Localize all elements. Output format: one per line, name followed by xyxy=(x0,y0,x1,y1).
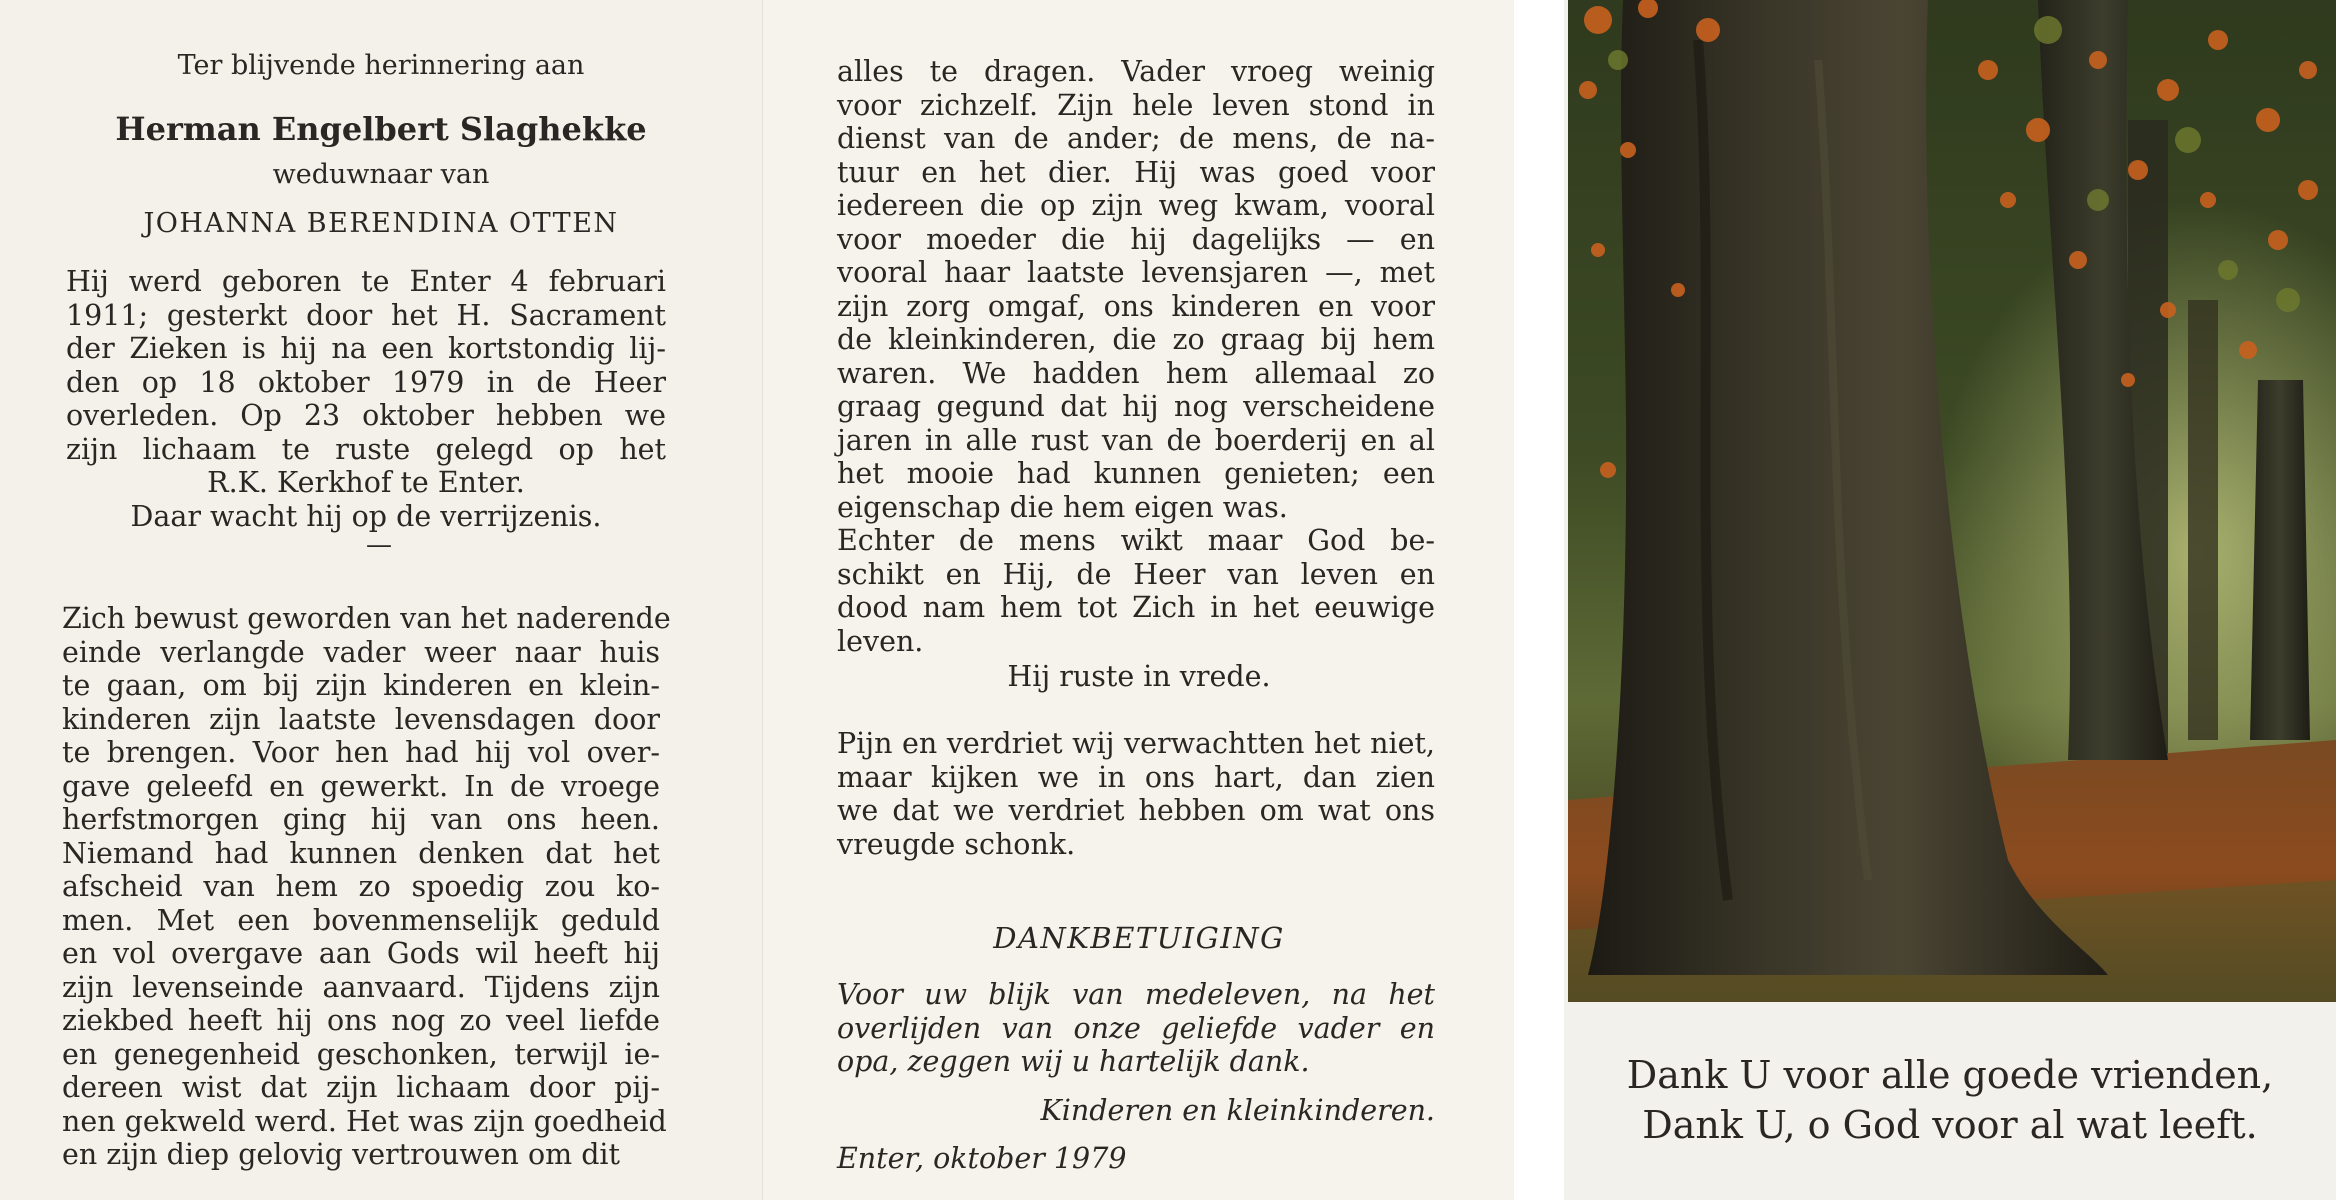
autumn-trees-photo xyxy=(1568,0,2336,1002)
bio-line: zijn lichaam te ruste gelegd op het xyxy=(66,432,666,466)
middle-body-line: waren. We hadden hem allemaal zo xyxy=(837,356,1435,390)
bio-line: der Zieken is hij na een kortstondig lij- xyxy=(66,332,666,365)
left-body-line: Niemand had kunnen denken dat het xyxy=(62,836,660,870)
deceased-name: Herman Engelbert Slaghekke xyxy=(115,110,647,148)
middle-body-line: jaren in alle rust van de boerderij en al xyxy=(837,423,1435,457)
thanks-heading: DANKBETUIGING xyxy=(993,921,1285,955)
middle-body-line: het mooie had kunnen genieten; een xyxy=(837,457,1435,490)
left-body-line: men. Met een bovenmenselijk geduld xyxy=(62,903,660,937)
left-body-line: te gaan, om bij zijn kinderen en klein- xyxy=(62,669,660,702)
middle-body-line: graag gegund dat hij nog verscheidene xyxy=(837,390,1435,423)
left-body-line: zijn levenseinde aanvaard. Tijdens zijn xyxy=(62,970,660,1004)
bio-line: R.K. Kerkhof te Enter. xyxy=(207,466,525,499)
card-left-page xyxy=(0,0,762,1200)
poem-line: Pijn en verdriet wij verwachtten het niet, xyxy=(837,727,1435,760)
left-body-line: en vol overgave aan Gods wil heeft hij xyxy=(62,937,660,970)
left-body-line: en genegenheid geschonken, terwijl ie- xyxy=(62,1037,660,1071)
middle-body-line: dienst van de ander; de mens, de na- xyxy=(837,122,1435,155)
bio-line: overleden. Op 23 oktober hebben we xyxy=(66,399,666,432)
middle-body-line: zijn zorg omgaf, ons kinderen en voor xyxy=(837,289,1435,323)
left-body-line: nen gekweld werd. Het was zijn goedheid xyxy=(62,1104,667,1138)
caption-line-1: Dank U voor alle goede vrienden, xyxy=(1626,1053,2274,1097)
intro-line: Ter blijvende herinnering aan xyxy=(177,50,585,81)
middle-body-line: voor moeder die hij dagelijks — en xyxy=(837,222,1435,256)
middle-body-line: alles te dragen. Vader vroeg weinig xyxy=(837,55,1435,88)
poem-line: vreugde schonk. xyxy=(837,827,1076,861)
left-body-line: gave geleefd en gewerkt. In de vroege xyxy=(62,769,660,803)
middle-body-line: de kleinkinderen, die zo graag bij hem xyxy=(837,323,1435,356)
left-body-line: herfstmorgen ging hij van ons heen. xyxy=(62,803,660,836)
rest-in-peace-line: Hij ruste in vrede. xyxy=(1007,660,1271,693)
poem-line: we dat we verdriet hebben om wat ons xyxy=(837,794,1435,827)
left-body-line: Zich bewust geworden van het naderende xyxy=(62,602,671,635)
left-body-paragraph xyxy=(62,602,671,1172)
middle-body-line: dood nam hem tot Zich in het eeuwige xyxy=(837,591,1435,624)
poem-paragraph xyxy=(837,727,1435,861)
card-separator xyxy=(1514,0,1564,1200)
bio-line: Daar wacht hij op de verrijzenis. xyxy=(130,499,602,533)
middle-body-line: Echter de mens wikt maar God be- xyxy=(837,524,1435,557)
card-front-page xyxy=(1564,0,2336,1200)
middle-body-line: vooral haar laatste levensjaren —, met xyxy=(837,256,1435,289)
left-body-line: afscheid van hem zo spoedig zou ko- xyxy=(62,870,660,903)
middle-body-line: leven. xyxy=(837,624,924,658)
spouse-name: JOHANNA BERENDINA OTTEN xyxy=(143,208,619,239)
middle-body-line: schikt en Hij, de Heer van leven en xyxy=(837,557,1435,591)
relation-line: weduwnaar van xyxy=(272,159,490,190)
middle-body-line: tuur en het dier. Hij was goed voor xyxy=(837,155,1435,189)
left-body-line: ziekbed heeft hij ons nog zo veel liefde xyxy=(62,1004,660,1037)
card-middle-page xyxy=(762,0,1514,1200)
thanks-line: opa, zeggen wij u hartelijk dank. xyxy=(837,1045,1310,1078)
middle-body-line: eigenschap die hem eigen was. xyxy=(837,490,1288,524)
thanks-line: Voor uw blijk van medeleven, na het xyxy=(837,978,1435,1011)
left-body-line: te brengen. Voor hen had hij vol over- xyxy=(62,736,660,769)
thanks-paragraph xyxy=(837,978,1435,1079)
poem-line: maar kijken we in ons hart, dan zien xyxy=(837,760,1435,794)
left-body-line: dereen wist dat zijn lichaam door pij- xyxy=(62,1071,660,1104)
caption-line-2: Dank U, o God voor al wat leeft. xyxy=(1642,1103,2258,1147)
bio-line: Hij werd geboren te Enter 4 februari xyxy=(66,265,666,298)
bio-line: 1911; gesterkt door het H. Sacrament xyxy=(66,298,666,332)
signature-line: Kinderen en kleinkinderen. xyxy=(1040,1094,1435,1127)
left-body-line: en zijn diep gelovig vertrouwen om dit xyxy=(62,1138,621,1171)
bio-line: den op 18 oktober 1979 in de Heer xyxy=(66,365,666,399)
left-body-line: einde verlangde vader weer naar huis xyxy=(62,635,660,669)
left-body-line: kinderen zijn laatste levensdagen door xyxy=(62,702,660,736)
section-divider: — xyxy=(366,530,392,560)
middle-body-paragraph xyxy=(837,55,1435,658)
middle-body-line: voor zichzelf. Zijn hele leven stond in xyxy=(837,88,1435,122)
middle-body-line: iedereen die op zijn weg kwam, vooral xyxy=(837,189,1435,222)
biography-paragraph xyxy=(66,265,666,533)
place-date-line: Enter, oktober 1979 xyxy=(837,1142,1127,1175)
thanks-line: overlijden van onze geliefde vader en xyxy=(837,1011,1435,1045)
